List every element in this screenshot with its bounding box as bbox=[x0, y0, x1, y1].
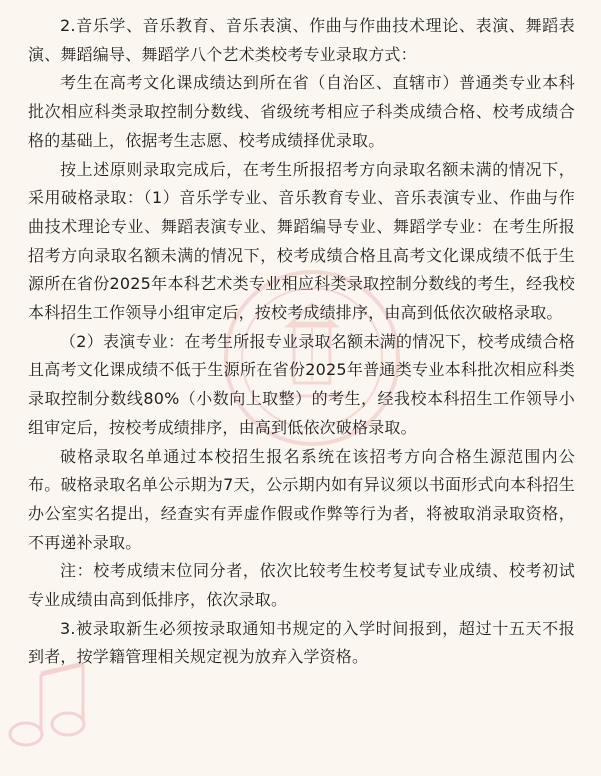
paragraph-publication-of-list: 破格录取名单通过本校招生报名系统在该招考方向合格生源范围内公布。破格录取名单公示期为7天，公示期内如有异议须以书面形式向本科招生办公室实名提出，经查实有弄虚作假或作弊等行为者，将被取消录取资格，不再递补录取。 bbox=[28, 446, 575, 552]
paragraph-admission-basis: 考生在高考文化课成绩达到所在省（自治区、直辖市）普通类专业本科批次相应科类录取控制分数线、省级统考相应子科类成绩合格、校考成绩合格的基础上，依据考生志愿、校考成绩择优录取。 bbox=[28, 73, 575, 150]
section-2-heading: 2.音乐学、音乐教育、音乐表演、作曲与作曲技术理论、表演、舞蹈表演、舞蹈编导、舞蹈学八个艺术类校考专业录取方式： bbox=[28, 16, 575, 64]
section-3-enrollment-deadline: 3.被录取新生必须按录取通知书规定的入学时间报到，超过十五天不报到者，按学籍管理相关规定视为放弃入学资格。 bbox=[28, 618, 575, 667]
paragraph-tie-break-note: 注：校考成绩末位同分者，依次比较考生校考复试专业成绩、校考初试专业成绩由高到低排序，依次录取。 bbox=[28, 561, 575, 610]
paragraph-exceptional-admission-performance: （2）表演专业：在考生所报专业录取名额未满的情况下，校考成绩合格且高考文化课成绩不低于生源所在省份2025年普通类专业本科批次相应科类录取控制分数线80%（小数向上取整）的考生，经我校本科招生工作领导小组审定后，按校考成绩排序，由高到低依次破格录取。 bbox=[28, 331, 575, 437]
paragraph-exceptional-admission-music-dance: 按上述原则录取完成后，在考生所报招考方向录取名额未满的情况下，采用破格录取：（1）音乐学专业、音乐教育专业、音乐表演专业、作曲与作曲技术理论专业、舞蹈表演专业、舞蹈编导专业、舞蹈学专业：在考生所报招考方向录取名额未满的情况下，校考成绩合格且高考文化课成绩不低于生源所在省份2025年本科艺术类专业相应科类录取控制分数线的考生，经我校本科招生工作领导小组审定后，按校考成绩排序，由高到低依次破格录取。 bbox=[28, 159, 575, 323]
